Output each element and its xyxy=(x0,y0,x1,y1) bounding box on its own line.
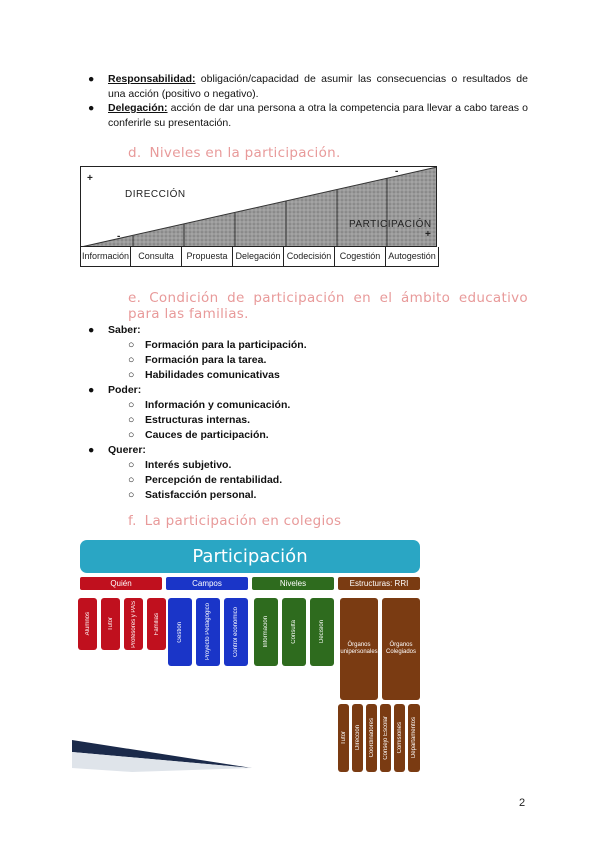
niveles-row xyxy=(80,247,439,267)
condicion-item: Formación para la tarea. xyxy=(145,354,267,366)
condicion-item: Interés subjetivo. xyxy=(145,459,232,471)
circle-bullet-icon: ○ xyxy=(128,399,135,411)
section-title: Niveles en la participación. xyxy=(149,145,341,161)
niveles-box xyxy=(254,598,278,666)
estructura-box xyxy=(408,704,420,772)
circle-bullet-icon: ○ xyxy=(128,429,135,441)
participacion-label: PARTICIPACIÓN xyxy=(349,219,432,230)
bullet-icon: ● xyxy=(88,102,95,114)
list-item xyxy=(88,413,508,428)
circle-bullet-icon: ○ xyxy=(128,339,135,351)
niveles-label: Información xyxy=(263,616,269,648)
plus-sign: + xyxy=(87,173,93,184)
section-heading-e xyxy=(128,290,528,322)
estructura-box xyxy=(394,704,405,772)
circle-bullet-icon: ○ xyxy=(128,414,135,426)
section-heading-f xyxy=(128,513,341,529)
list-item xyxy=(88,368,508,383)
organos-box xyxy=(340,598,378,700)
estructura-label: Consejo Escolar xyxy=(382,716,389,760)
nivel-cell: Autogestión xyxy=(386,247,439,266)
campos-label: Gestión xyxy=(177,621,183,643)
estructura-box xyxy=(366,704,377,772)
quien-box xyxy=(147,598,166,650)
minus-sign: - xyxy=(117,231,121,242)
list-item xyxy=(88,323,508,338)
condicion-label: Poder: xyxy=(108,384,142,396)
estructura-box xyxy=(352,704,363,772)
direccion-label: DIRECCIÓN xyxy=(125,189,186,200)
category-quien: Quién xyxy=(80,577,162,590)
quien-label: Tutor xyxy=(107,617,114,631)
bullet-icon: ● xyxy=(88,73,95,85)
quien-box xyxy=(124,598,143,650)
definition-delegacion xyxy=(88,101,528,131)
niveles-triangle-box xyxy=(80,166,437,247)
decorative-swoosh xyxy=(72,738,262,774)
campos-box xyxy=(224,598,248,666)
organos-box xyxy=(382,598,420,700)
plus-sign: + xyxy=(425,229,431,240)
campos-label: Control económico xyxy=(233,606,239,658)
nivel-cell: Cogestión xyxy=(335,247,386,266)
section-letter: d. xyxy=(128,145,142,161)
quien-label: Alumnos xyxy=(84,612,91,636)
bullet-icon: ● xyxy=(88,444,95,456)
participacion-colegios-diagram xyxy=(72,540,424,774)
nivel-cell: Información xyxy=(81,247,131,266)
quien-label: Familias xyxy=(153,612,160,636)
niveles-triangle xyxy=(81,167,437,247)
condicion-item: Estructuras internas. xyxy=(145,414,251,426)
condiciones-list xyxy=(88,323,508,503)
list-item xyxy=(88,488,508,503)
list-item xyxy=(88,338,508,353)
nivel-cell: Consulta xyxy=(131,247,182,266)
nivel-cell: Propuesta xyxy=(182,247,233,266)
quien-label: Profesores y PAS xyxy=(130,600,137,648)
condicion-item: Información y comunicación. xyxy=(145,399,291,411)
section-heading-d xyxy=(128,145,341,161)
participacion-title: Participación xyxy=(80,540,420,573)
condicion-item: Satisfacción personal. xyxy=(145,489,257,501)
section-title: Condición de participación en el ámbito educativo para las familias. xyxy=(128,290,528,322)
estructura-label: Comisiones xyxy=(396,722,403,754)
niveles-label: Consulta xyxy=(291,620,297,644)
nivel-cell: Codecisión xyxy=(284,247,335,266)
niveles-label: Decisión xyxy=(319,620,325,644)
campos-label: Proyecto Pedagógico xyxy=(205,603,211,661)
circle-bullet-icon: ○ xyxy=(128,354,135,366)
minus-sign: - xyxy=(395,166,399,177)
section-letter: e. xyxy=(128,290,142,306)
niveles-diagram xyxy=(80,166,437,267)
list-item xyxy=(88,473,508,488)
condicion-item: Habilidades comunicativas xyxy=(145,369,280,381)
circle-bullet-icon: ○ xyxy=(128,369,135,381)
section-title: La participación en colegios xyxy=(144,513,342,529)
campos-box xyxy=(196,598,220,666)
list-item xyxy=(88,398,508,413)
quien-box xyxy=(101,598,120,650)
organos-label: Órganos unipersonales xyxy=(340,642,378,655)
list-item xyxy=(88,458,508,473)
list-item xyxy=(88,443,508,458)
estructura-label: Departamentos xyxy=(411,717,417,759)
estructura-box xyxy=(380,704,391,772)
category-niveles: Niveles xyxy=(252,577,334,590)
term: Responsabilidad: xyxy=(108,73,196,85)
organos-label: Órganos Colegiados xyxy=(385,642,417,655)
definition-responsabilidad xyxy=(88,72,528,102)
condicion-item: Formación para la participación. xyxy=(145,339,307,351)
condicion-item: Cauces de participación. xyxy=(145,429,269,441)
definition-text: obligación/capacidad de asumir las consecuencias o resultados de una acción (positivo o negativo). xyxy=(108,73,528,100)
section-letter: f. xyxy=(128,513,137,529)
condicion-item: Percepción de rentabilidad. xyxy=(145,474,283,486)
circle-bullet-icon: ○ xyxy=(128,474,135,486)
condicion-label: Saber: xyxy=(108,324,141,336)
estructura-label: Dirección xyxy=(354,725,361,751)
category-estructuras: Estructuras: RRI xyxy=(338,577,420,590)
category-campos: Campos xyxy=(166,577,248,590)
bullet-icon: ● xyxy=(88,324,95,336)
niveles-box xyxy=(310,598,334,666)
nivel-cell: Delegación xyxy=(233,247,284,266)
list-item xyxy=(88,353,508,368)
campos-box xyxy=(168,598,192,666)
estructura-label: Coordinadores xyxy=(368,718,375,758)
list-item xyxy=(88,428,508,443)
estructura-box xyxy=(338,704,349,772)
condicion-label: Querer: xyxy=(108,444,146,456)
bullet-icon: ● xyxy=(88,384,95,396)
niveles-box xyxy=(282,598,306,666)
list-item xyxy=(88,383,508,398)
term: Delegación: xyxy=(108,102,168,114)
definition-text: acción de dar una persona a otra la competencia para llevar a cabo tareas o conferirle su presentación. xyxy=(108,102,528,129)
circle-bullet-icon: ○ xyxy=(128,489,135,501)
estructura-label: Tutor xyxy=(340,731,347,745)
quien-box xyxy=(78,598,97,650)
page-number: 2 xyxy=(519,797,526,809)
circle-bullet-icon: ○ xyxy=(128,459,135,471)
